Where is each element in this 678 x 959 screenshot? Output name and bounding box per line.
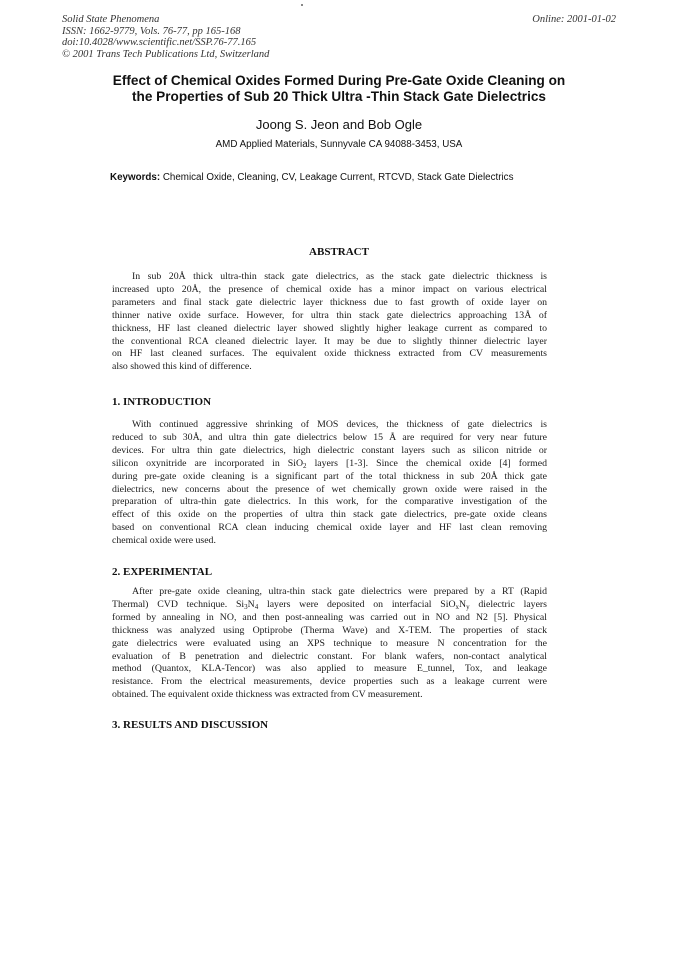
abstract-line: on HF last cleaned surfaces. The equivalent oxide thickness extracted from CV measurements <box>112 348 547 360</box>
exp-line: After pre-gate oxide cleaning, ultra-thin stack gate dielectrics were prepared by a RT (Rapid <box>132 586 547 597</box>
exp-line: gate dielectrics were evaluated using an XPS technique to measure N concentration for the <box>112 637 547 649</box>
abstract-line: the conventional RCA cleaned dielectric layer. It may be due to slightly thinner dielectric layer <box>112 335 547 347</box>
abstract-heading: ABSTRACT <box>309 246 369 258</box>
experimental-body <box>112 586 547 702</box>
exp-line: obtained. The equivalent oxide thickness was extracted from CV measurement. <box>112 689 423 701</box>
intro-line: during pre-gate oxide cleaning is a significant part of the total thickness in sub 20Å thick gate <box>112 470 547 482</box>
abstract-body <box>112 271 547 374</box>
scan-speck <box>301 4 303 6</box>
journal-name: Solid State Phenomena <box>62 14 160 25</box>
intro-line: dielectrics, new concerns about the presence of wet chemically grown oxide were raised in the <box>112 483 547 495</box>
intro-line: devices. For ultra thin gate dielectrics, high dielectric constant layers such as silicon nitride or <box>112 444 547 456</box>
exp-line: method (Quantox, KLA-Tencor) was also applied to measure E_tunnel, Tox, and leakage <box>112 663 547 675</box>
paper-title <box>60 73 618 105</box>
online-date: Online: 2001-01-02 <box>532 14 616 25</box>
intro-line: chemical oxide were used. <box>112 535 216 547</box>
intro-line: With continued aggressive shrinking of MOS devices, the thickness of gate dielectrics is <box>132 419 547 430</box>
abstract-line: parameters and final stack gate dielectric layer thickness due to fast growth of oxide layer on <box>112 296 547 308</box>
abstract-line: In sub 20Å thick ultra-thin stack gate dielectrics, as the stack gate dielectric thickness is <box>132 271 547 282</box>
intro-line: based on conventional RCA clean inducing chemical oxide layer and HF last clean removing <box>112 522 547 534</box>
exp-line: thickness was analyzed using Optiprobe (Therma Wave) and X-TEM. The properties of stack <box>112 624 547 636</box>
exp-line: Thermal) CVD technique. $Si_3N_4$ layers were deposited on interfacial $SiO_xN_y$ dielectric layers <box>112 598 547 611</box>
results-heading: 3. RESULTS AND DISCUSSION <box>112 719 269 731</box>
abstract-line: also showed this kind of difference. <box>112 361 252 373</box>
intro-line: silicon oxynitride are incorporated in SiO$_2$ layers [1-3]. Since the chemical oxide [4] formed <box>112 457 547 470</box>
title-line-1: Effect of Chemical Oxides Formed During Pre-Gate Oxide Cleaning on <box>112 73 566 88</box>
doi-link[interactable]: doi:10.4028/www.scientific.net/SSP.76-77.165 <box>62 37 257 48</box>
authors: Joong S. Jeon and Bob Ogle <box>255 117 423 132</box>
abstract-line: thinner native oxide surface. However, for ultra thin stack gate dielectrics approaching 13Å of <box>112 309 547 321</box>
keywords-text: Chemical Oxide, Cleaning, CV, Leakage Current, RTCVD, Stack Gate Dielectrics <box>160 172 514 183</box>
keywords <box>110 172 513 183</box>
introduction-heading: 1. INTRODUCTION <box>112 396 212 408</box>
affiliation: AMD Applied Materials, Sunnyvale CA 94088-3453, USA <box>215 139 463 150</box>
issn-line: ISSN: 1662-9779, Vols. 76-77, pp 165-168 <box>62 25 241 37</box>
experimental-heading: 2. EXPERIMENTAL <box>112 566 213 578</box>
intro-line: preparation of ultra-thin gate dielectrics. In this work, for the comparative investigation of the <box>112 496 547 508</box>
keywords-label: Keywords: <box>110 172 161 183</box>
abstract-line: increased upto 20Å, the presence of chemical oxide has a minor impact on various electrical <box>112 283 547 295</box>
intro-line: effect of this oxide on the properties of ultra thin stack gate dielectrics, pre-gate oxide cleans <box>112 509 547 521</box>
exp-line: formed by annealing in NO, and then post-annealing was carried out in NO and N2 [5]. Physical <box>112 611 547 623</box>
copyright-line: © 2001 Trans Tech Publications Ltd, Switzerland <box>62 48 270 60</box>
abstract-line: thickness, HF last cleaned dielectric layer showed slightly higher leakage current as compared to <box>112 322 547 334</box>
introduction-body <box>112 419 547 548</box>
title-line-2: the Properties of Sub 20 Thick Ultra -Thin Stack Gate Dielectrics <box>132 89 546 104</box>
exp-line: evaluation of B penetration and dielectric constant. For blank wafers, non-contact analytical <box>112 650 547 662</box>
intro-line: reduced to sub 30Å, and ultra thin gate dielectrics below 15 Å are required for very near future <box>112 431 547 443</box>
journal-header <box>62 14 269 60</box>
exp-line: resistance. From the electrical measurements, device properties such as a leakage current were <box>112 676 547 688</box>
